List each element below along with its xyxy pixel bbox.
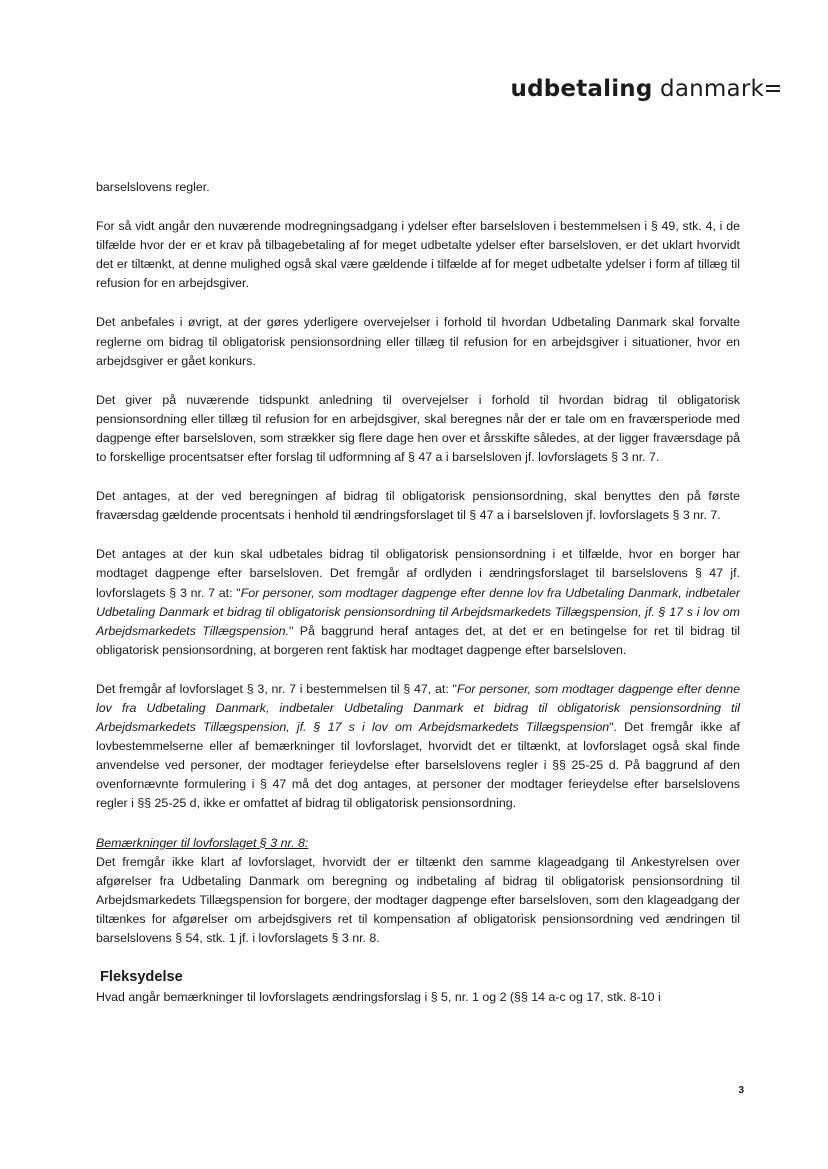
paragraph-7 — [96, 680, 740, 814]
section-title-fleksydelse: Fleksydelse — [100, 969, 183, 986]
paragraph-6 — [96, 545, 740, 660]
paragraph-7-text-b: ". Det fremgår ikke af lovbestemmelserne eller af bemærkninger til lovforslaget, hvorvidt det er tiltænkt, at lovforslaget også skal finde anvendelse ved personer, der modtager ferieydelse efter barselslovens regler i §§ 25-25 d. På baggrund af den ovenfornævnte formulering i § 47 må det dog antages, at personer der modtager ferieydelse efter barselslovens regler i §§ 25-25 d, ikke er omfattet af bidrag til obligatorisk pensionsordning. — [96, 720, 740, 811]
paragraph-2: For så vidt angår den nuværende modregningsadgang i ydelser efter barselsloven i bestemmelsen i § 49, stk. 4, i de tilfælde hvor der er et krav på tilbagebetaling af for meget udbetalte ydelser efter barselsloven, er det uklart hvorvidt det er tiltænkt, at denne mulighed også skal være gældende i tilfælde af for meget udbetalte ydelser i form af tillæg til refusion for en arbejdsgiver. — [96, 219, 740, 291]
paragraph-3: Det anbefales i øvrigt, at der gøres yderligere overvejelser i forhold til hvordan Udbetaling Danmark skal forvalte reglerne om bidrag til obligatorisk pensionsordning eller tillæg til refusion for en arbejdsgiver i situationer, hvor en arbejdsgiver er gået konkurs. — [96, 315, 740, 368]
paragraph-5: Det antages, at der ved beregningen af bidrag til obligatorisk pensionsordning, skal benyttes den på første fraværsdag gældende procentsats i henhold til ændringsforslaget til § 47 a i barselsloven jf. lovforslagets § 3 nr. 7. — [96, 489, 740, 523]
logo-text-light: danmark — [660, 76, 764, 102]
page-number: 3 — [738, 1085, 744, 1096]
udbetaling-danmark-logo — [511, 76, 781, 102]
paragraph-1: barselslovens regler. — [96, 180, 210, 194]
paragraph-4: Det giver på nuværende tidspunkt anledning til overvejelser i forhold til hvordan bidrag til obligatorisk pensionsordning eller tillæg til refusion for en arbejdsgiver, skal beregnes når der er tale om en fraværsperiode med dagpenge efter barselsloven, som strækker sig flere dage hen over et årsskifte således, at der ligger fraværsdage på to forskellige procentsatser efter forslag til udformning af § 47 a i barselsloven jf. lovforslagets § 3 nr. 7. — [96, 392, 740, 465]
paragraph-7-quote: For personer, som modtager dagpenge efter denne lov fra Udbetaling Danmark, indbetaler Udbetaling Danmark et bidrag til obligatorisk pensionsordning til Arbejdsmarkedets Tillægspension, jf. § 17 s i lov om Arbejdsmarkedets Tillægspension — [96, 681, 740, 735]
document-body — [96, 178, 740, 1027]
paragraph-9: Hvad angår bemærkninger til lovforslagets ændringsforslag i § 5, nr. 1 og 2 (§§ 14 a-c og 17, stk. 8-10 i — [96, 990, 661, 1005]
paragraph-7-text-a: Det fremgår af lovforslaget § 3, nr. 7 i bestemmelsen til § 47, at: " — [96, 681, 457, 696]
equals-mark-icon — [766, 84, 780, 94]
paragraph-6-text-b: " På baggrund heraf antages det, at det er en betingelse for ret til bidrag til obligatorisk pensionsordning, at borgeren rent faktisk har modtaget dagpenge efter barselsloven. — [96, 623, 741, 657]
subheading-remarks: Bemærkninger til lovforslaget § 3 nr. 8: — [96, 835, 309, 850]
paragraph-6-quote: For personer, som modtager dagpenge efter denne lov fra Udbetaling Danmark, indbetaler Udbetaling Danmark et bidrag til obligatorisk pensionsordning til Arbejdsmarkedets Tillægspension, jf. § 17 s i lov om Arbejdsmarkedets Tillægspension. — [96, 585, 740, 638]
paragraph-8: Det fremgår ikke klart af lovforslaget, hvorvidt der er tiltænkt den samme klageadgang til Ankestyrelsen over afgørelser fra Udbetaling Danmark om beregning og indbetaling af bidrag til obligatorisk pensionsordning til Arbejdsmarkedets Tillægspension for borgere, der modtager dagpenge efter barselsloven, som den klageadgang der tiltænkes for afgørelser om arbejdsgivers ret til kompensation af obligatorisk pensionsordning ved ændringen til barselslovens § 54, stk. 1 jf. i lovforslagets § 3 nr. 8. — [96, 854, 740, 945]
logo-text-bold: udbetaling — [510, 76, 653, 102]
paragraph-6-text-a: Det antages at der kun skal udbetales bidrag til obligatorisk pensionsordning i et tilfælde, hvor en borger har modtaget dagpenge efter barselsloven. Det fremgår af ordlyden i ændringsforslaget til barselslovens § 47 jf. lovforslagets § 3 nr. 7 at: " — [96, 547, 740, 600]
